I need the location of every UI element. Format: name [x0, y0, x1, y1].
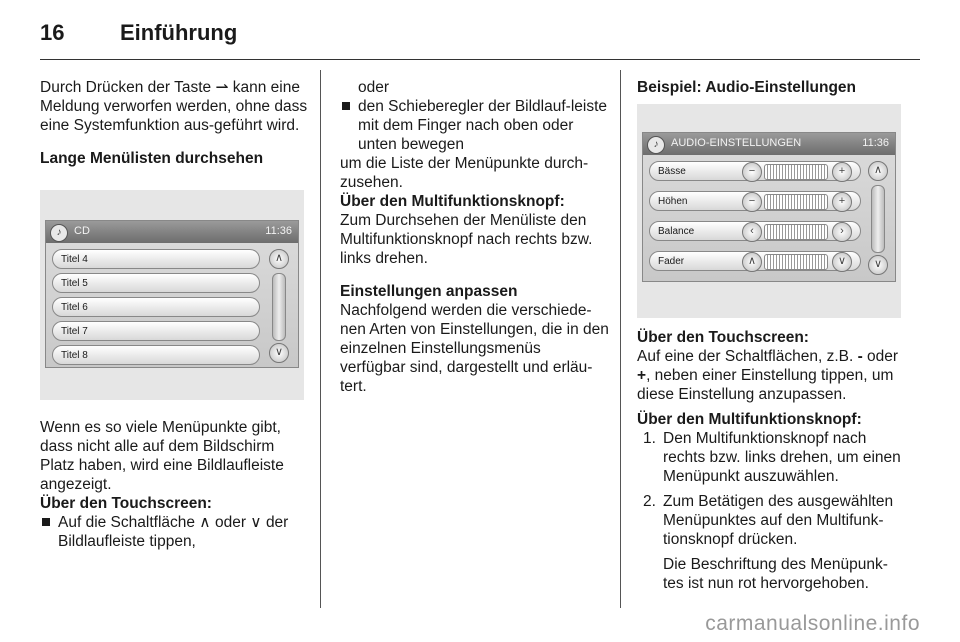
up-arrow-icon: ∧ — [742, 252, 762, 272]
left-arrow-icon: ‹ — [742, 222, 762, 242]
list-item: Titel 5 — [52, 273, 260, 293]
bullet-icon — [42, 518, 50, 526]
plus-icon: + — [832, 192, 852, 212]
step-item: 2. Zum Betätigen des ausgewählten Menüpunktes auf den Multifunk-tionsknopf drücken. — [643, 493, 894, 548]
list-item: Titel 4 — [52, 249, 260, 269]
scroll-up-icon: ∧ — [269, 249, 289, 269]
minus-symbol: - — [857, 348, 863, 365]
home-icon: ♪ — [50, 224, 68, 242]
settings-paragraph: Nachfolgend werden die verschiede-nen Arten von Einstellungen, die in den einzelnen Einstellungsmenüs verfügbar sind, dargestellt und erläu-tert. — [340, 302, 609, 395]
text-part: , neben einer Einstellung tippen, um diese Einstellung anzupassen. — [637, 367, 894, 403]
scrollbar-track — [871, 185, 885, 253]
cd-screen — [45, 220, 299, 368]
step-item: 1. Den Multifunktionsknopf nach rechts bzw. links drehen, um einen Menüpunkt auszuwählen. — [643, 430, 901, 485]
knob-paragraph: Zum Durchsehen der Menüliste den Multifunktionsknopf nach rechts bzw. links drehen. — [340, 212, 593, 267]
list-item: Titel 6 — [52, 297, 260, 317]
column-divider-1 — [320, 70, 321, 608]
scroll-purpose-text: um die Liste der Menüpunkte durch-zusehen. — [340, 155, 589, 191]
step-text: Den Multifunktionsknopf nach rechts bzw. links drehen, um einen Menüpunkt auszuwählen. — [663, 430, 901, 485]
minus-icon: − — [742, 162, 762, 182]
setting-label: Höhen — [658, 196, 688, 207]
scrollbar-paragraph: Wenn es so viele Menüpunkte gibt, dass nicht alle auf dem Bildschirm Platz haben, wird eine Bildlaufleiste angezeigt. — [40, 419, 284, 493]
step-note: Die Beschriftung des Menüpunk-tes ist nun rot hervorgehoben. — [663, 556, 888, 592]
text-part: oder — [862, 348, 899, 365]
plus-icon: + — [832, 162, 852, 182]
header-rule — [40, 59, 920, 60]
bullet-item — [340, 97, 610, 154]
setting-row-bass — [649, 161, 861, 181]
setting-row-balance — [649, 221, 861, 241]
level-bar — [764, 254, 828, 270]
multifunction-knob-heading: Über den Multifunktionsknopf: — [637, 411, 862, 428]
scroll-down-icon: ∨ — [868, 255, 888, 275]
dismiss-paragraph: Durch Drücken der Taste ⇀ kann eine Meldung verworfen werden, ohne dass eine Systemfunktion aus-geführt wird. — [40, 79, 308, 134]
example-heading: Beispiel: Audio-Einstellungen — [637, 79, 857, 96]
touchscreen-heading: Über den Touchscreen: — [637, 329, 809, 346]
minus-icon: − — [742, 192, 762, 212]
scrollbar-track — [272, 273, 286, 341]
touchscreen-paragraph — [637, 347, 905, 404]
setting-label: Fader — [658, 256, 685, 267]
audio-screen — [642, 132, 896, 282]
bullet-item — [40, 513, 308, 551]
setting-label: Bässe — [658, 166, 686, 177]
scroll-down-icon: ∨ — [269, 343, 289, 363]
setting-row-treble — [649, 191, 861, 211]
bullet-text: den Schieberegler der Bildlauf-leiste mit dem Finger nach oben oder unten bewegen — [358, 98, 608, 153]
home-icon: ♪ — [647, 136, 665, 154]
touchscreen-heading: Über den Touchscreen: — [40, 495, 212, 512]
cd-time: 11:36 — [265, 225, 292, 237]
watermark: carmanualsonline.info — [705, 612, 920, 635]
level-bar — [764, 224, 828, 240]
column-3-lower — [637, 328, 905, 593]
down-arrow-icon: ∨ — [832, 252, 852, 272]
audio-settings-screenshot — [637, 104, 901, 318]
cd-list-screenshot — [40, 190, 304, 400]
column-3 — [637, 78, 905, 97]
cd-title: CD — [74, 225, 90, 237]
column-1-lower — [40, 418, 308, 551]
page-number: 16 — [40, 20, 65, 45]
audio-title: AUDIO-EINSTELLUNGEN — [671, 137, 802, 149]
column-1 — [40, 78, 308, 168]
column-2 — [340, 78, 610, 396]
scroll-up-icon: ∧ — [868, 161, 888, 181]
audio-time: 11:36 — [862, 137, 889, 149]
setting-label: Balance — [658, 226, 695, 237]
cd-title-bar — [46, 221, 298, 243]
section-heading-long-lists: Lange Menülisten durchsehen — [40, 150, 264, 167]
column-divider-2 — [620, 70, 621, 608]
list-item: Titel 7 — [52, 321, 260, 341]
list-item: Titel 8 — [52, 345, 260, 365]
bullet-icon — [342, 102, 350, 110]
audio-title-bar — [643, 133, 895, 155]
oder-text: oder — [358, 79, 390, 96]
section-heading-settings: Einstellungen anpassen — [340, 283, 518, 300]
step-text: Zum Betätigen des ausgewählten Menüpunktes auf den Multifunk-tionsknopf drücken. — [663, 493, 894, 548]
plus-symbol: + — [637, 367, 647, 384]
bullet-text: Auf die Schaltfläche ∧ oder ∨ der Bildlaufleiste tippen, — [58, 514, 289, 550]
level-bar — [764, 164, 828, 180]
text-part: Auf eine der Schaltflächen, z.B. — [637, 348, 858, 365]
right-arrow-icon: › — [832, 222, 852, 242]
setting-row-fader — [649, 251, 861, 271]
multifunction-knob-heading: Über den Multifunktionsknopf: — [340, 193, 565, 210]
page-title: Einführung — [120, 20, 238, 45]
level-bar — [764, 194, 828, 210]
